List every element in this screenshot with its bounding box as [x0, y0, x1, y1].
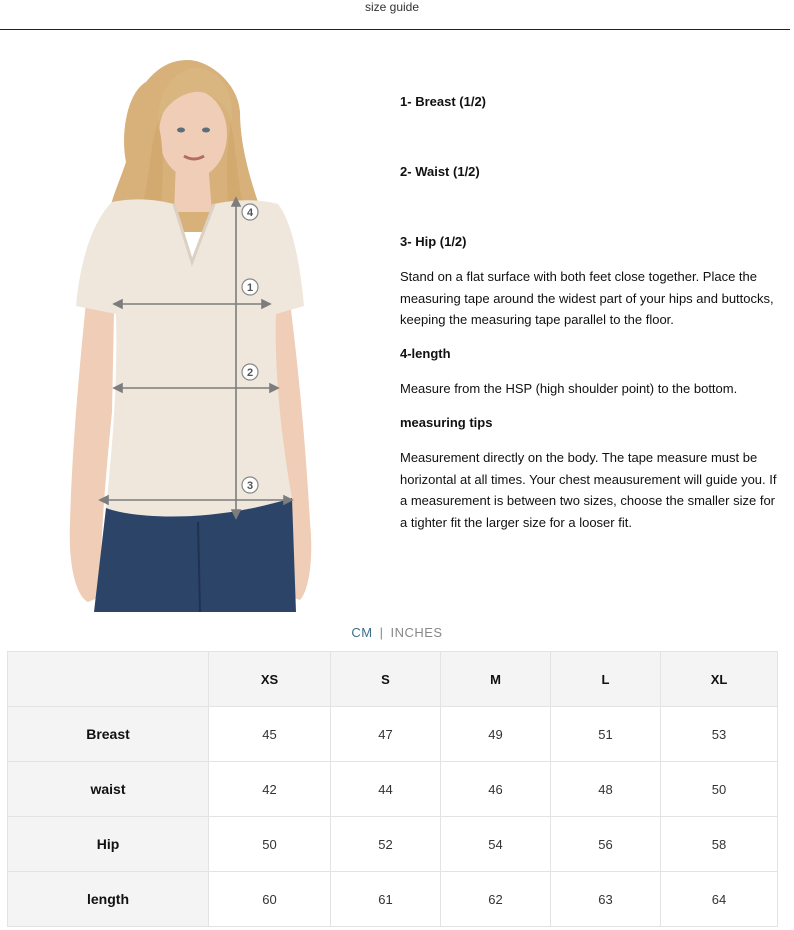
table-cell: 51 — [551, 707, 661, 762]
marker-4: 4 — [246, 207, 254, 219]
row-label: Hip — [8, 817, 209, 872]
header-m: M — [441, 652, 551, 707]
table-cell: 44 — [331, 762, 441, 817]
unit-cm-option[interactable]: CM — [351, 625, 373, 640]
table-cell: 50 — [661, 762, 778, 817]
marker-2: 2 — [246, 367, 254, 379]
table-cell: 64 — [661, 872, 778, 927]
header-divider — [0, 29, 790, 30]
tips-heading: measuring tips — [400, 415, 493, 430]
table-cell: 60 — [209, 872, 331, 927]
table-row — [8, 872, 778, 927]
waist-heading: 2- Waist (1/2) — [400, 164, 480, 179]
table-cell: 46 — [441, 762, 551, 817]
table-cell: 42 — [209, 762, 331, 817]
model-figure — [8, 52, 330, 612]
row-label: waist — [8, 762, 209, 817]
table-cell: 58 — [661, 817, 778, 872]
row-label: length — [8, 872, 209, 927]
table-header-row — [8, 652, 778, 707]
table-cell: 50 — [209, 817, 331, 872]
table-cell: 52 — [331, 817, 441, 872]
table-row — [8, 707, 778, 762]
table-cell: 48 — [551, 762, 661, 817]
marker-3: 3 — [246, 480, 254, 492]
table-cell: 61 — [331, 872, 441, 927]
tips-description: Measurement directly on the body. The tape measure must be horizontal at all times. Your chest meausurement will guide you. If a measurement is between two sizes, choose the smaller size for a tighter fit the larger size for a looser fit. — [400, 450, 777, 530]
size-table — [7, 651, 778, 927]
table-cell: 45 — [209, 707, 331, 762]
table-row — [8, 762, 778, 817]
measurement-illustration — [8, 52, 330, 612]
unit-separator: | — [379, 625, 384, 640]
hip-heading: 3- Hip (1/2) — [400, 234, 467, 249]
unit-toggle — [0, 625, 794, 640]
header-s: S — [331, 652, 441, 707]
table-cell: 56 — [551, 817, 661, 872]
hip-description: Stand on a flat surface with both feet close together. Place the measuring tape around the widest part of your hips and buttocks, keeping the measuring tape parallel to the floor. — [400, 269, 774, 327]
header-l: L — [551, 652, 661, 707]
length-heading: 4-length — [400, 346, 451, 361]
table-cell: 63 — [551, 872, 661, 927]
table-cell: 53 — [661, 707, 778, 762]
table-row — [8, 817, 778, 872]
length-description: Measure from the HSP (high shoulder point) to the bottom. — [400, 381, 738, 396]
header-corner — [8, 652, 209, 707]
table-cell: 47 — [331, 707, 441, 762]
header-xl: XL — [661, 652, 778, 707]
table-cell: 62 — [441, 872, 551, 927]
unit-inches-option[interactable]: INCHES — [390, 625, 443, 640]
header-xs: XS — [209, 652, 331, 707]
page-title: size guide — [364, 0, 420, 14]
breast-heading: 1- Breast (1/2) — [400, 94, 487, 109]
table-cell: 54 — [441, 817, 551, 872]
row-label: Breast — [8, 707, 209, 762]
table-cell: 49 — [441, 707, 551, 762]
marker-1: 1 — [246, 282, 254, 294]
